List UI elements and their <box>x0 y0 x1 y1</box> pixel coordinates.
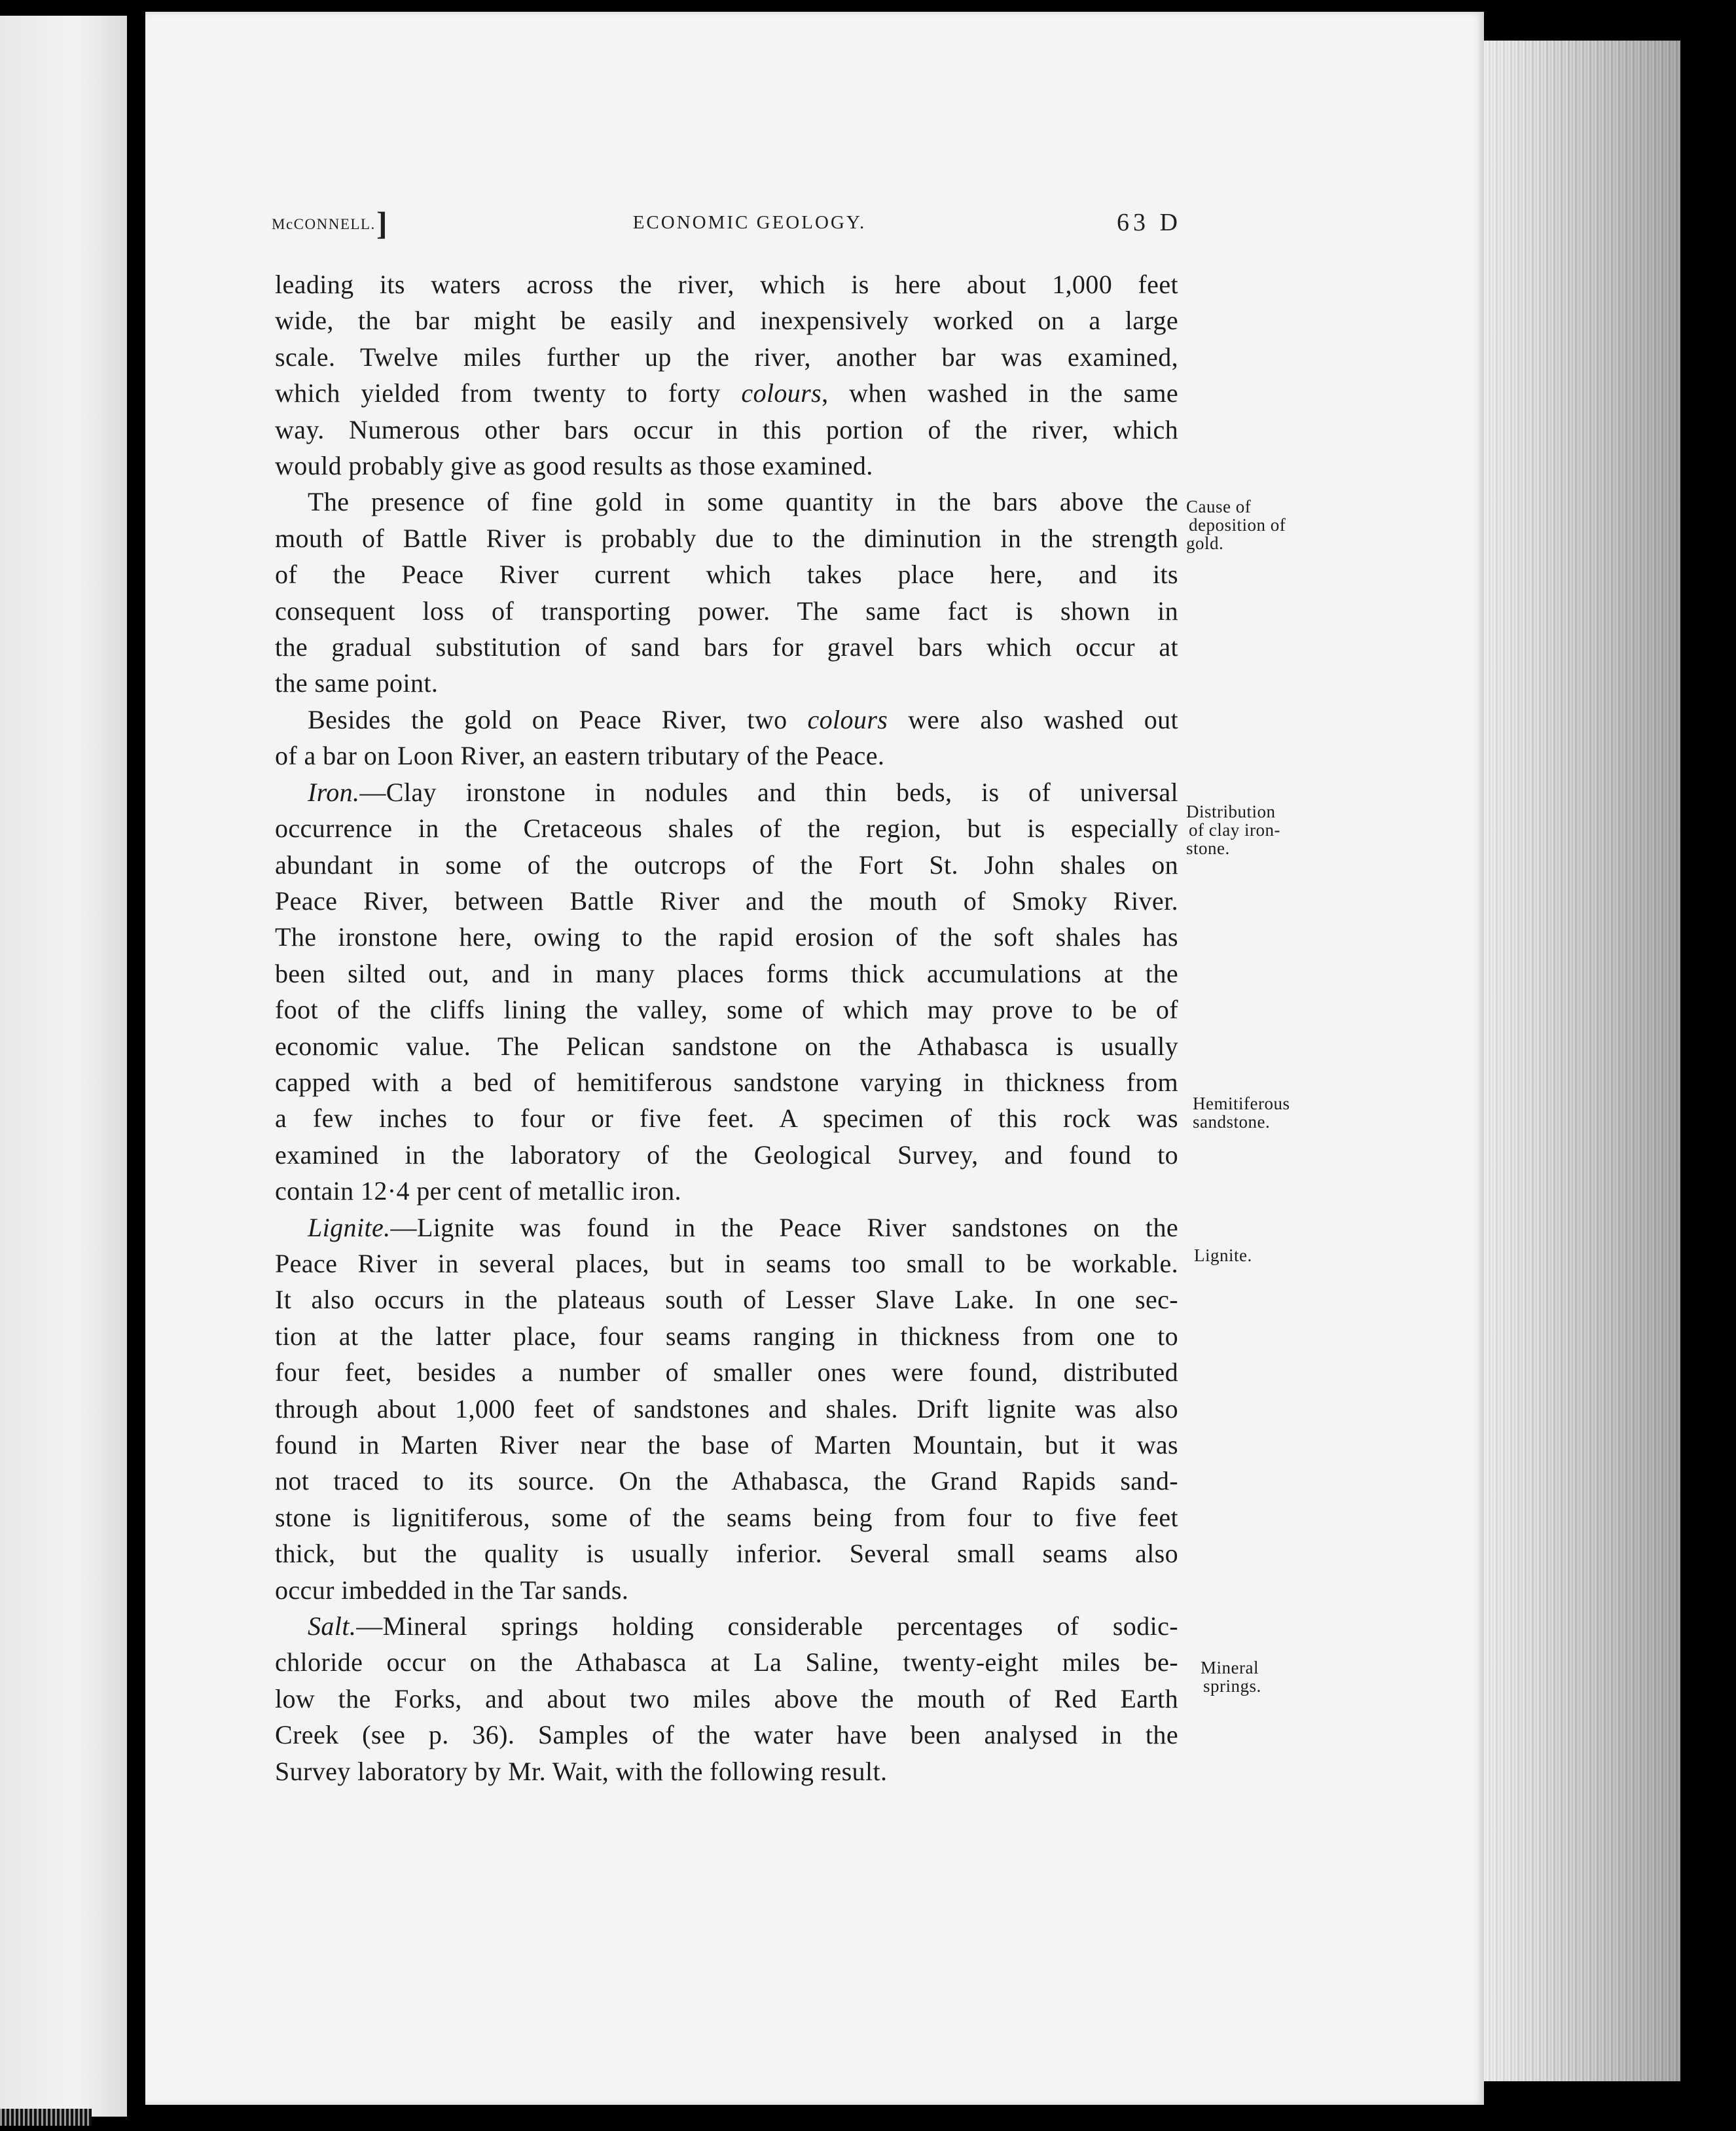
text-line: Survey laboratory by Mr. Wait, with the following result. <box>275 1756 888 1786</box>
scan-edge-marks <box>0 2109 92 2126</box>
paragraph-salt <box>275 1608 1178 1789</box>
text-line: examined in the laboratory of the Geological Survey, and found to <box>275 1139 1178 1170</box>
paragraph-lignite <box>275 1209 1178 1608</box>
side-note-ironstone: Distribution of clay iron- stone. <box>1186 802 1280 858</box>
body-text <box>275 266 1178 1789</box>
text-line: through about 1,000 feet of sandstones and shales. Drift lignite was also <box>275 1393 1178 1424</box>
running-head <box>272 205 1182 242</box>
text-line: Lignite.—Lignite was found in the Peace River sandstones on the <box>308 1212 1178 1242</box>
text-line: found in Marten River near the base of Marten Mountain, but it was <box>275 1430 1178 1459</box>
section-lead-lignite: Lignite. <box>308 1212 391 1242</box>
running-head-title: ECONOMIC GEOLOGY. <box>632 212 867 233</box>
text-line: Peace River in several places, but in seams too small to be workable. <box>275 1248 1178 1278</box>
page-edges <box>1484 41 1680 2081</box>
text-line: the same point. <box>275 668 439 698</box>
page-number: 63 D <box>1117 209 1182 236</box>
text-line: It also occurs in the plateaus south of Lesser Slave Lake. In one sec- <box>275 1285 1178 1315</box>
section-lead-iron: Iron. <box>308 777 360 807</box>
text-line: mouth of Battle River is probably due to the diminution in the strength <box>275 523 1178 553</box>
text-line: not traced to its source. On the Athabasca, the Grand Rapids sand- <box>275 1466 1178 1496</box>
text-line: low the Forks, and about two miles above the mouth of Red Earth <box>275 1683 1178 1713</box>
text-line: tion at the latter place, four seams ranging in thickness from one to <box>275 1321 1178 1351</box>
text-line: The ironstone here, owing to the rapid erosion of the soft shales has <box>275 922 1178 952</box>
running-head-bracket: ] <box>376 205 388 242</box>
text-line: Iron.—Clay ironstone in nodules and thin beds, is of universal <box>308 777 1178 807</box>
text-line: capped with a bed of hemitiferous sandstone varying in thickness from <box>275 1067 1178 1097</box>
text-line: would probably give as good results as those examined. <box>275 451 873 481</box>
text-line: four feet, besides a number of smaller ones were found, distributed <box>275 1357 1178 1388</box>
text-line: occur imbedded in the Tar sands. <box>275 1575 629 1605</box>
running-head-author: McCONNELL. <box>272 216 376 232</box>
text-line: occurrence in the Cretaceous shales of the region, but is especially <box>275 814 1178 844</box>
side-note-hemitiferous: Hemitiferous sandstone. <box>1193 1094 1290 1132</box>
paragraph-loon-river <box>275 702 1178 774</box>
text-line: of a bar on Loon River, an eastern tributary of the Peace. <box>275 741 885 771</box>
text-line: stone is lignitiferous, some of the seams being from four to five feet <box>275 1502 1178 1532</box>
text-line: Peace River, between Battle River and the mouth of Smoky River. <box>275 886 1178 916</box>
facing-page-edge <box>0 16 127 2117</box>
section-lead-salt: Salt. <box>308 1611 357 1641</box>
text-line: a few inches to four or five feet. A specimen of this rock was <box>275 1103 1178 1134</box>
text-line: abundant in some of the outcrops of the Fort St. John shales on <box>275 850 1178 880</box>
text-line: chloride occur on the Athabasca at La Saline, twenty-eight miles be- <box>275 1647 1178 1677</box>
text-line: wide, the bar might be easily and inexpensively worked on a large <box>275 306 1178 336</box>
book-gutter <box>127 0 147 2131</box>
paragraph-continuation <box>275 266 1178 484</box>
text-line: the gradual substitution of sand bars for gravel bars which occur at <box>275 632 1178 662</box>
text-line: consequent loss of transporting power. The same fact is shown in <box>275 596 1178 626</box>
text-line: The presence of fine gold in some quantity in the bars above the <box>308 487 1178 517</box>
side-note-mineral-springs: Mineral springs. <box>1201 1658 1261 1696</box>
text-line: economic value. The Pelican sandstone on the Athabasca is usually <box>275 1031 1178 1061</box>
text-line: foot of the cliffs lining the valley, some of which may prove to be of <box>275 995 1178 1025</box>
text-line: of the Peace River current which takes place here, and its <box>275 560 1178 590</box>
text-line: Creek (see p. 36). Samples of the water have been analysed in the <box>275 1720 1178 1750</box>
paragraph-iron <box>275 774 1178 1209</box>
side-note-lignite: Lignite. <box>1194 1245 1252 1265</box>
text-line: scale. Twelve miles further up the river, another bar was examined, <box>275 342 1178 372</box>
text-line: which yielded from twenty to forty colours, when washed in the same <box>275 378 1178 408</box>
text-line: contain 12·4 per cent of metallic iron. <box>275 1176 681 1206</box>
text-line: Besides the gold on Peace River, two colours were also washed out <box>308 704 1179 734</box>
paragraph-gold-deposition <box>275 484 1178 701</box>
text-line: leading its waters across the river, which is here about 1,000 feet <box>275 270 1178 299</box>
text-line: way. Numerous other bars occur in this portion of the river, which <box>275 414 1178 444</box>
text-line: thick, but the quality is usually inferior. Several small seams also <box>275 1539 1178 1569</box>
side-note-gold: Cause of deposition of gold. <box>1186 497 1286 553</box>
text-line: been silted out, and in many places forms thick accumulations at the <box>275 958 1178 988</box>
text-line: Salt.—Mineral springs holding considerable percentages of sodic- <box>308 1611 1178 1641</box>
